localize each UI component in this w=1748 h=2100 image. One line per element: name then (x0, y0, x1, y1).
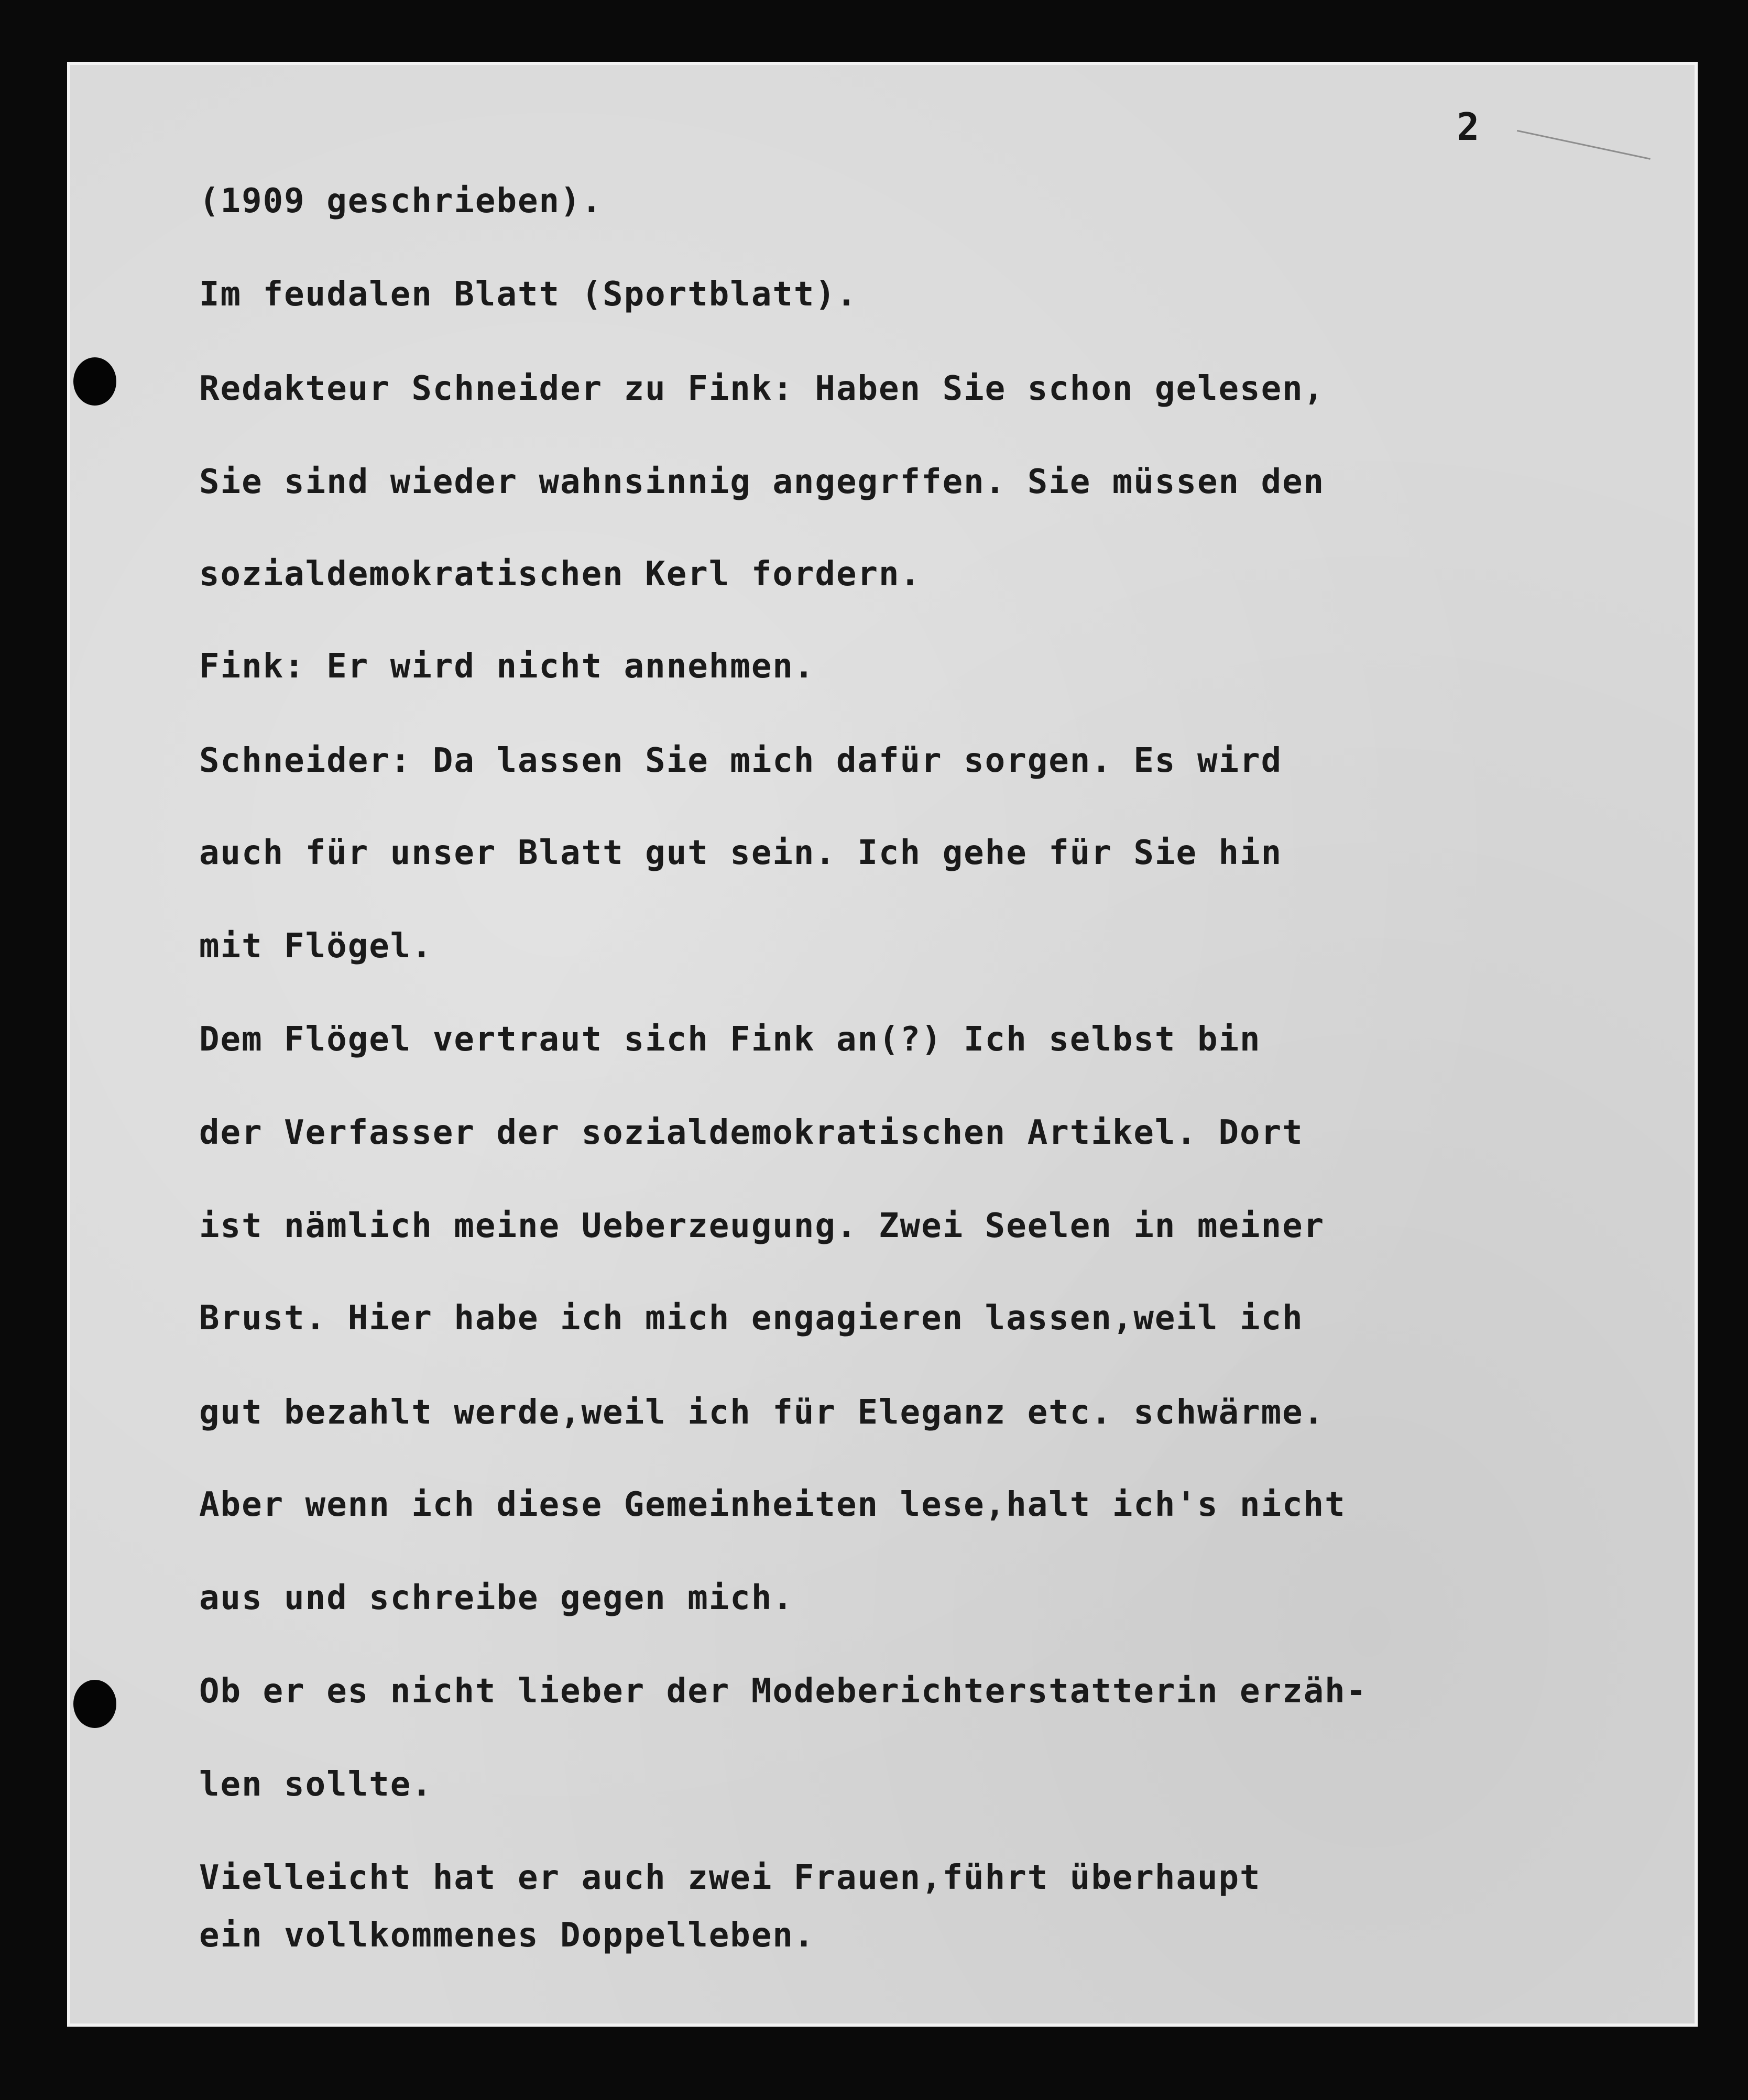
text-line: Sie sind wieder wahnsinnig angegrffen. Sie müssen den (199, 463, 1325, 501)
punch-hole-top (73, 357, 116, 406)
text-line: Redakteur Schneider zu Fink: Haben Sie schon gelesen, (199, 369, 1325, 408)
text-line: mit Flögel. (199, 927, 433, 966)
text-line: aus und schreibe gegen mich. (199, 1579, 794, 1617)
text-line: Aber wenn ich diese Gemeinheiten lese,halt ich's nicht (199, 1485, 1346, 1524)
text-line: Brust. Hier habe ich mich engagieren lassen,weil ich (199, 1299, 1304, 1338)
text-line: len sollte. (199, 1765, 433, 1804)
text-line: ist nämlich meine Ueberzeugung. Zwei Seelen in meiner (199, 1207, 1325, 1245)
text-line: der Verfasser der sozialdemokratischen Artikel. Dort (199, 1113, 1304, 1152)
text-line: Ob er es nicht lieber der Modeberichterstatterin erzäh- (199, 1672, 1368, 1711)
text-line: auch für unser Blatt gut sein. Ich gehe für Sie hin (199, 834, 1283, 872)
text-line: ein vollkommenes Doppelleben. (199, 1916, 815, 1955)
text-line: Im feudalen Blatt (Sportblatt). (199, 275, 858, 314)
text-line: gut bezahlt werde,weil ich für Eleganz etc. schwärme. (199, 1393, 1325, 1432)
corner-scratch (1508, 130, 1651, 201)
page-number: 2 (1457, 105, 1480, 149)
text-line: Schneider: Da lassen Sie mich dafür sorgen. Es wird (199, 741, 1283, 780)
text-line: sozialdemokratischen Kerl fordern. (199, 555, 922, 594)
punch-hole-bottom (73, 1680, 116, 1728)
text-line: Fink: Er wird nicht annehmen. (199, 647, 815, 686)
text-line: (1909 geschrieben). (199, 182, 603, 221)
text-line: Vielleicht hat er auch zwei Frauen,führt überhaupt (199, 1858, 1261, 1897)
text-line: Dem Flögel vertraut sich Fink an(?) Ich selbst bin (199, 1020, 1261, 1059)
